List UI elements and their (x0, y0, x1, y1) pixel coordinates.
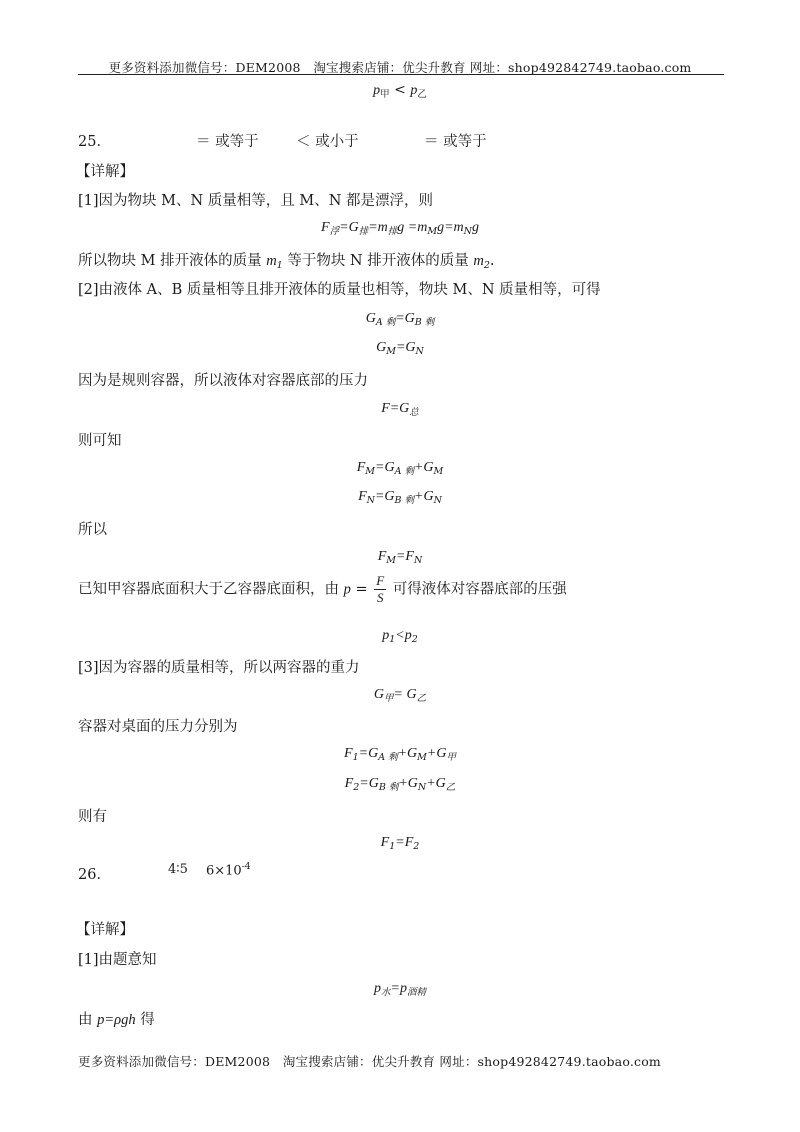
q25-eq-pressure: $p_1<p_2$ (382, 628, 418, 645)
q25-step5: 则可知 (78, 433, 122, 449)
q26-step2: 由 p=ρgh 得 (78, 1012, 155, 1028)
q25-step6: 所以 (78, 522, 107, 538)
q26-step1: [1]由题意知 (78, 952, 157, 968)
q25-eq-F1-F2: $F_1=F_2$ (380, 835, 420, 852)
q25-number: 25． (78, 134, 111, 150)
q25-step4: 因为是规则容器，所以液体对容器底部的压力 (78, 373, 368, 389)
q26-answer-1: 4∶5 (168, 862, 188, 877)
header-rule (78, 74, 724, 75)
sub-yi: 乙 (417, 89, 427, 100)
q25-eq-F1: $F_1=G_{A 剩}+G_M+G_甲$ (344, 746, 456, 763)
page-footer: 更多资料添加微信号：DEM2008 淘宝搜索店铺：优尖升教育 网址：shop492842749.taobao.com (78, 1054, 661, 1069)
q25-step10: 则有 (78, 809, 107, 825)
q25-eq-FN: $F_N=G_{B 剩}+G_N$ (358, 489, 442, 506)
formula-top: $p_甲 < p_乙$ (373, 82, 427, 100)
pressure-fraction: $\frac{F}{S}$ (376, 573, 385, 605)
q26-number: 26． (78, 867, 111, 883)
q25-eq-container-weight: $G_甲= G_乙$ (373, 687, 427, 704)
q25-answer-2: ＜ 或小于 (296, 134, 359, 150)
q25-step9: 容器对桌面的压力分别为 (78, 719, 238, 735)
q25-step2: 所以物块 M 排开液体的质量 $m_1$ 等于物块 N 排开液体的质量 $m_2$. (78, 253, 495, 271)
q25-eq-total: $F=G_总$ (381, 401, 419, 418)
q25-eq-FM: $F_M=G_{A 剩}+G_M$ (356, 460, 444, 477)
q26-eq-pressure-equal: $p_水=p_{酒精}$ (374, 981, 426, 998)
q25-eq-FM-FN: $F_M=F_N$ (377, 549, 423, 566)
q26-detail-heading: 【详解】 (76, 922, 134, 938)
q25-answer-1: ＝ 或等于 (196, 134, 259, 150)
q25-answer-3: ＝ 或等于 (424, 134, 487, 150)
q25-step7: 已知甲容器底面积大于乙容器底面积，由 p = $\frac{F}{S}$ 可得液体对容器底部的压强 (78, 573, 567, 605)
q26-answer-2: $6\times 10^{-4}$ (206, 862, 251, 879)
q25-step1: [1]因为物块 M、N 质量相等，且 M、N 都是漂浮，则 (78, 193, 434, 209)
q25-step8: [3]因为容器的质量相等，所以两容器的重力 (78, 660, 360, 676)
q25-eq-F2: $F_2=G_{B 剩}+G_N+G_乙$ (344, 776, 456, 793)
q25-eq-weight-blocks: $G_M=G_N$ (376, 340, 424, 357)
q25-detail-heading: 【详解】 (76, 164, 134, 180)
q25-eq-float: $F_浮=G_排=m_排g =m_Mg=m_Ng$ (321, 220, 479, 237)
q25-eq-mass-left: $G_{A 剩}=G_{B 剩}$ (365, 311, 435, 328)
q25-step3: [2]由液体 A、B 质量相等且排开液体的质量也相等，物块 M、N 质量相等，可得 (78, 282, 601, 298)
page-header: 更多资料添加微信号：DEM2008 淘宝搜索店铺：优尖升教育 网址：shop492842749.taobao.com (108, 60, 692, 75)
